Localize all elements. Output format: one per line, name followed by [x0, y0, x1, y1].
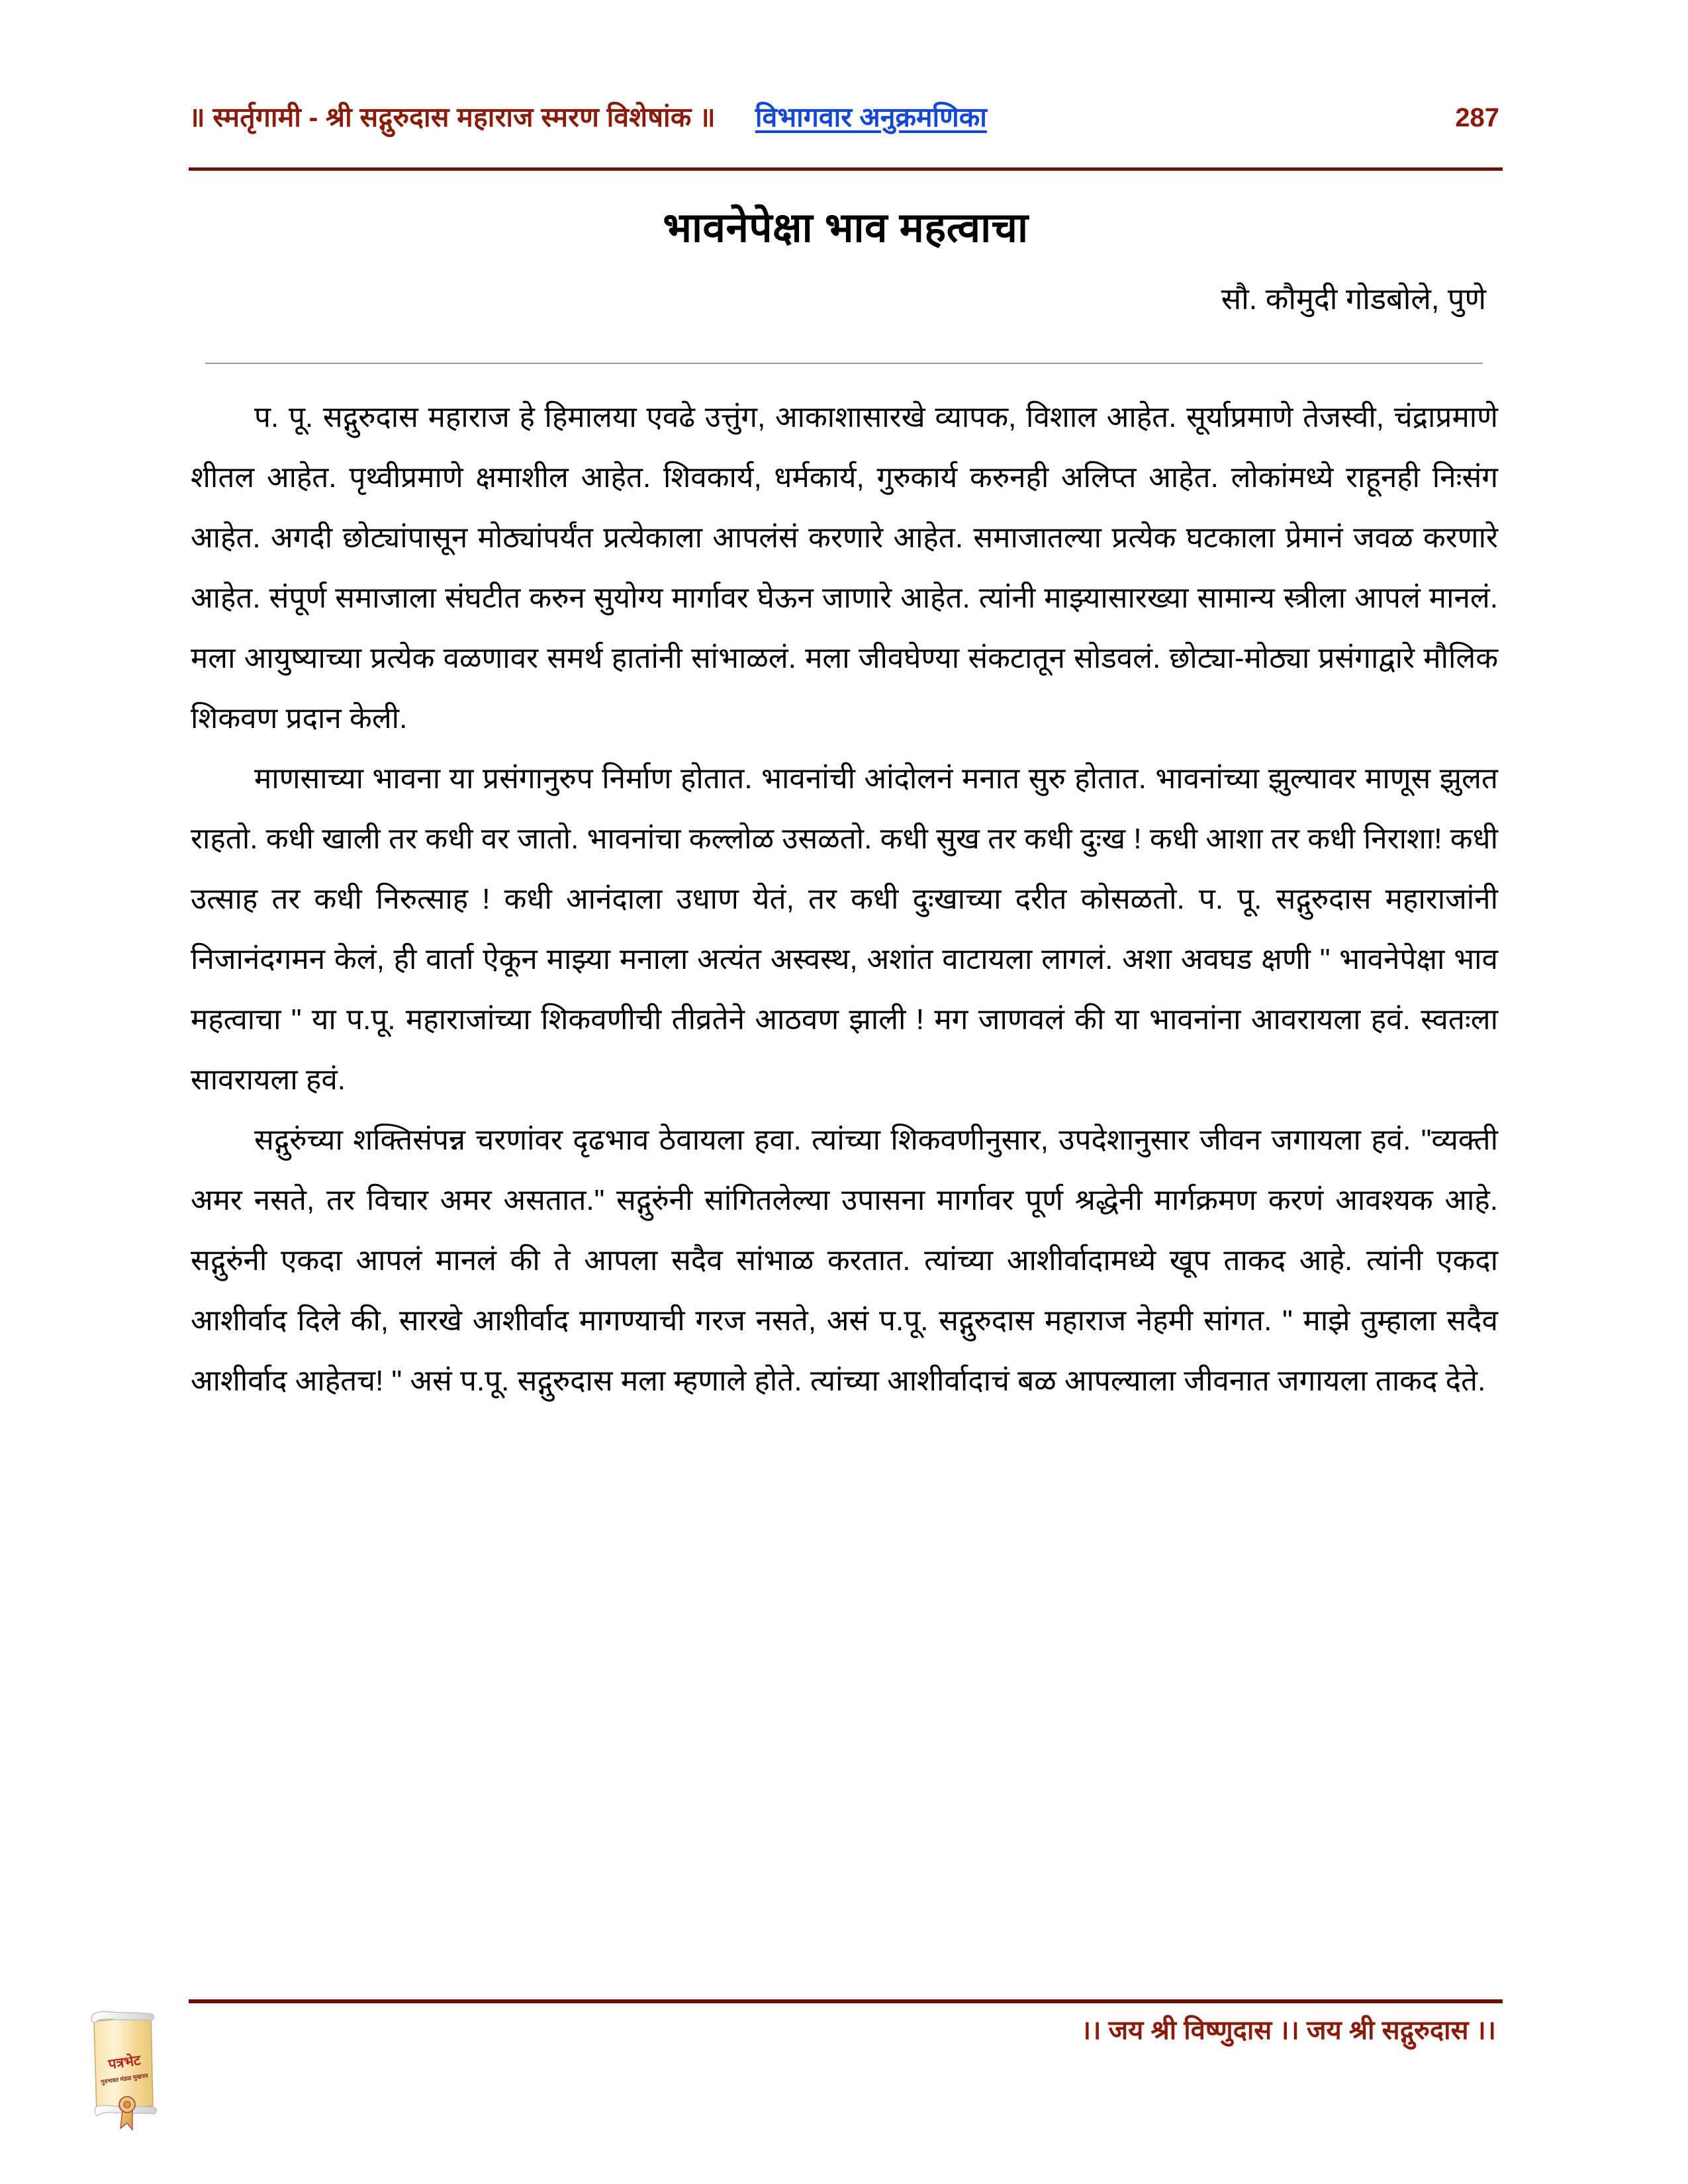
publication-title: ॥ स्मर्तृगामी - श्री सद्गुरुदास महाराज स्मरण विशेषांक ॥ [189, 102, 716, 132]
body-paragraph: सद्गुरुंच्या शक्तिसंपन्न चरणांवर दृढभाव ठेवायला हवा. त्यांच्या शिकवणीनुसार, उपदेशानुसार जीवन जगायला हवं. "व्यक्ती अमर नसते, तर विचार अमर असतात." सद्गुरुंनी सांगितलेल्या उपासना मार्गावर पूर्ण श्रद्धेनी मार्गक्रमण करणं आवश्यक आहे. सद्गुरुंनी एकदा आपलं मानलं की ते आपला सदैव सांभाळ करतात. त्यांच्या आशीर्वादामध्ये खूप ताकद आहे. त्यांनी एकदा आशीर्वाद दिले की, सारखे आशीर्वाद मागण्याची गरज नसते, असं प.पू. सद्गुरुदास महाराज नेहमी सांगत. " माझे तुम्हाला सदैव आशीर्वाद आहेतच! " असं प.पू. सद्गुरुदास मला म्हणाले होते. त्यांच्या आशीर्वादाचं बळ आपल्याला जीवनात जगायला ताकद देते. [191, 1124, 1498, 1397]
page-header [189, 98, 1499, 135]
page-number: 287 [1455, 103, 1499, 132]
article-body [191, 387, 1498, 1411]
footer-divider [189, 1999, 1503, 2003]
body-paragraph: प. पू. सद्गुरुदास महाराज हे हिमालया एवढे उत्तुंग, आकाशासारखे व्यापक, विशाल आहेत. सूर्याप्रमाणे तेजस्वी, चंद्राप्रमाणे शीतल आहेत. पृथ्वीप्रमाणे क्षमाशील आहेत. शिवकार्य, धर्मकार्य, गुरुकार्य करुनही अलिप्त आहेत. लोकांमध्ये राहूनही निःसंग आहेत. अगदी छोट्यांपासून मोठ्यांपर्यंत प्रत्येकाला आपलंसं करणारे आहेत. समाजातल्या प्रत्येक घटकाला प्रेमानं जवळ करणारे आहेत. संपूर्ण समाजाला संघटीत करुन सुयोग्य मार्गावर घेऊन जाणारे आहेत. त्यांनी माझ्यासारख्या सामान्य स्त्रीला आपलं मानलं. मला आयुष्याच्या प्रत्येक वळणावर समर्थ हातांनी सांभाळलं. मला जीवघेण्या संकटातून सोडवलं. छोट्या-मोठ्या प्रसंगाद्वारे मौलिक शिकवण प्रदान केली. [191, 401, 1498, 735]
logo-label: पत्रभेट [107, 2052, 142, 2073]
index-link[interactable]: विभागवार अनुक्रमणिका [755, 102, 987, 132]
body-paragraph: माणसाच्या भावना या प्रसंगानुरुप निर्माण होतात. भावनांची आंदोलनं मनात सुरु होतात. भावनांच्या झुल्यावर माणूस झुलत राहतो. कधी खाली तर कधी वर जातो. भावनांचा कल्लोळ उसळतो. कधी सुख तर कधी दुःख ! कधी आशा तर कधी निराशा! कधी उत्साह तर कधी निरुत्साह ! कधी आनंदाला उधाण येतं, तर कधी दुःखाच्या दरीत कोसळतो. प. पू. सद्गुरुदास महाराजांनी निजानंदगमन केलं, ही वार्ता ऐकून माझ्या मनाला अत्यंत अस्वस्थ, अशांत वाटायला लागलं. अशा अवघड क्षणी " भावनेपेक्षा भाव महत्वाचा " या प.पू. महाराजांच्या शिकवणीची तीव्रतेने आठवण झाली ! मग जाणवलं की या भावनांना आवरायला हवं. स्वतःला सावरायला हवं. [191, 762, 1498, 1096]
header-divider [189, 167, 1503, 171]
article-author: सौ. कौमुदी गोडबोले, पुणे [1221, 282, 1486, 316]
footer-invocation: ।। जय श्री विष्णुदास ।। जय श्री सद्गुरुदास ।। [1081, 2016, 1496, 2045]
article-title: भावनेपेक्षा भाव महत्वाचा [663, 205, 1029, 251]
scroll-icon [85, 2005, 164, 2131]
logo-sublabel: गुरुभक्त मंडळ मुखपत्र [100, 2072, 149, 2085]
patrabhet-scroll-logo [85, 2005, 164, 2131]
title-divider [205, 363, 1483, 364]
